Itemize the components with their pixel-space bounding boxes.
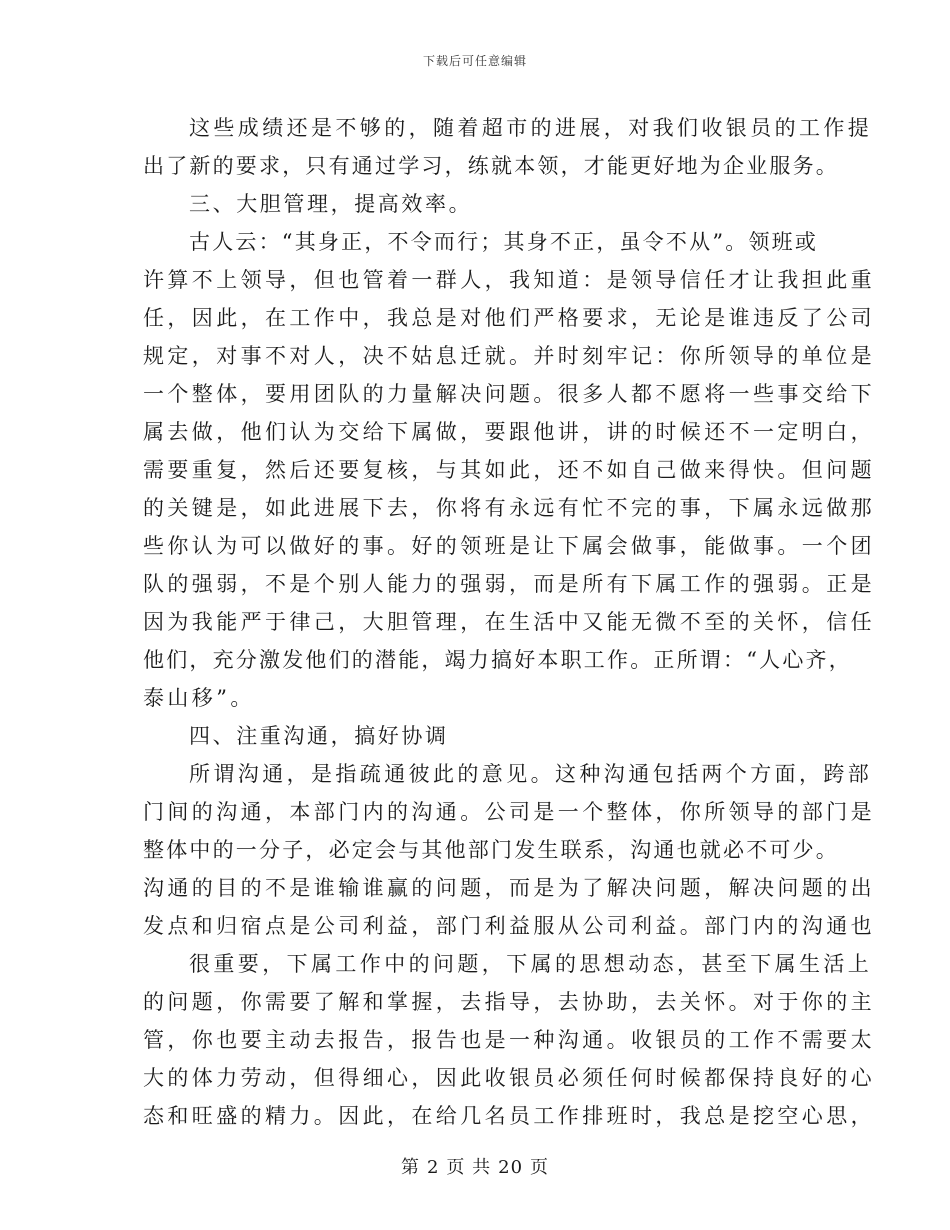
total-page-count: 20	[498, 1157, 524, 1178]
paragraph-line: 许算不上领导，但也管着一群人，我知道：是领导信任才让我担此重	[143, 268, 875, 292]
paragraph-line: 规定，对事不对人，决不姑息迁就。并时刻牢记：你所领导的单位是	[143, 344, 875, 368]
current-page-number: 2	[426, 1157, 440, 1178]
paragraph-line: 出了新的要求，只有通过学习，练就本领，才能更好地为企业服务。	[143, 154, 839, 178]
paragraph-line: 泰山移”。	[143, 686, 255, 710]
paragraph-line: 整体中的一分子，必定会与其他部门发生联系，沟通也就必不可少。	[143, 838, 839, 862]
paragraph-line: 态和旺盛的精力。因此，在给几名员工作排班时，我总是挖空心思，	[143, 1104, 875, 1128]
paragraph-line: 属去做，他们认为交给下属做，要跟他讲，讲的时候还不一定明白，	[143, 420, 875, 444]
footer-prefix: 第	[400, 1157, 420, 1178]
paragraph-line: 古人云：“其身正，不令而行；其身不正，虽令不从”。领班或	[189, 230, 819, 254]
paragraph-line: 所谓沟通，是指疏通彼此的意见。这种沟通包括两个方面，跨部	[189, 762, 873, 786]
paragraph-line: 大的体力劳动，但得细心，因此收银员必须任何时候都保持良好的心	[143, 1066, 875, 1090]
paragraph-line: 任，因此，在工作中，我总是对他们严格要求，无论是谁违反了公司	[143, 306, 875, 330]
document-body	[143, 109, 875, 1135]
paragraph-line: 发点和归宿点是公司利益，部门利益服从公司利益。部门内的沟通也	[143, 914, 875, 938]
page-footer	[0, 1153, 950, 1179]
paragraph-line: 这些成绩还是不够的，随着超市的进展，对我们收银员的工作提	[189, 116, 873, 140]
footer-middle: 页 共	[446, 1157, 492, 1178]
paragraph-line: 因为我能严于律己，大胆管理，在生活中又能无微不至的关怀，信任	[143, 610, 875, 634]
page-header: 下载后可任意编辑	[422, 54, 527, 68]
paragraph-line: 他们，充分激发他们的潜能，竭力搞好本职工作。正所谓：“人心齐，	[143, 648, 852, 672]
paragraph-line: 很重要，下属工作中的问题，下属的思想动态，甚至下属生活上	[189, 952, 873, 976]
paragraph-line: 些你认为可以做好的事。好的领班是让下属会做事，能做事。一个团	[143, 534, 875, 558]
paragraph-line: 沟通的目的不是谁输谁赢的问题，而是为了解决问题，解决问题的出	[143, 876, 875, 900]
paragraph-line: 需要重复，然后还要复核，与其如此，还不如自己做来得快。但问题	[143, 458, 875, 482]
footer-suffix: 页	[530, 1157, 550, 1178]
paragraph-line: 的关键是，如此进展下去，你将有永远有忙不完的事，下属永远做那	[143, 496, 875, 520]
paragraph-line: 的问题，你需要了解和掌握，去指导，去协助，去关怀。对于你的主	[143, 990, 875, 1014]
section-heading: 三、大胆管理，提高效率。	[189, 192, 473, 216]
paragraph-line: 队的强弱，不是个别人能力的强弱，而是所有下属工作的强弱。正是	[143, 572, 875, 596]
section-heading: 四、注重沟通，搞好协调	[189, 724, 449, 748]
paragraph-line: 一个整体，要用团队的力量解决问题。很多人都不愿将一些事交给下	[143, 382, 875, 406]
paragraph-line: 管，你也要主动去报告，报告也是一种沟通。收银员的工作不需要太	[143, 1028, 875, 1052]
paragraph-line: 门间的沟通，本部门内的沟通。公司是一个整体，你所领导的部门是	[143, 800, 875, 824]
